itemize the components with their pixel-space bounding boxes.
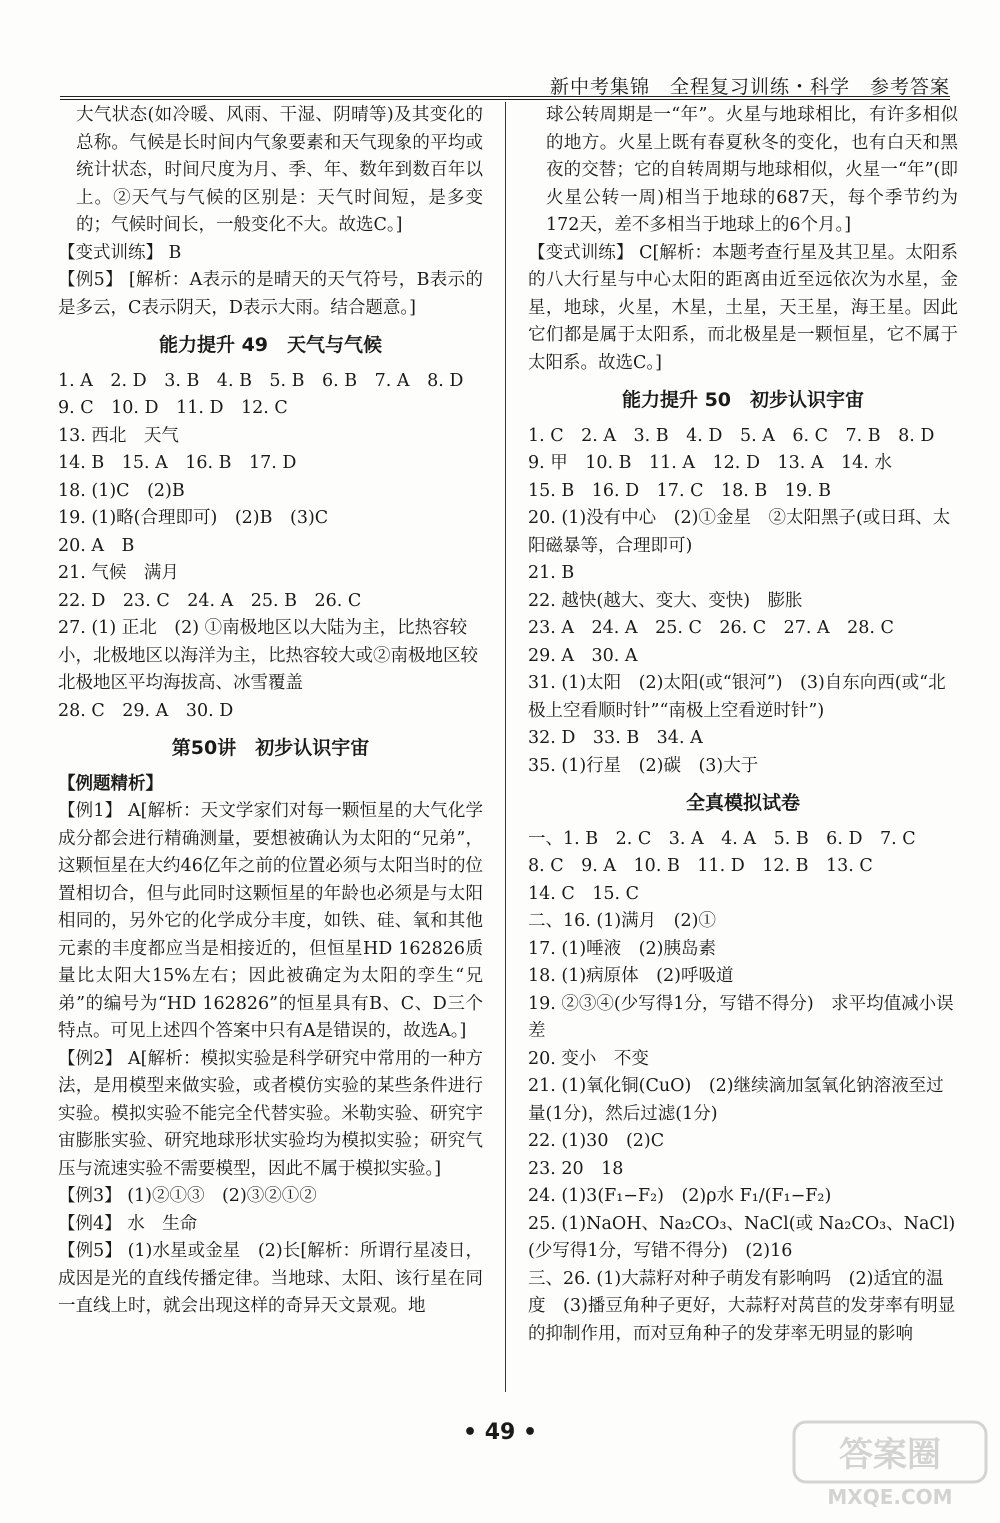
paragraph: 【例5】 [解析：A表示的是晴天的天气符号，B表示的是多云，C表示阴天，D表示大雨。结合题意。] — [58, 270, 483, 318]
example: 【例5】 (1)水星或金星 (2)长[解析：所谓行星凌日，成因是光的直线传播定律。当地球、太阳、该行星在同一直线上时，就会出现这样的奇异天文景观。地 — [58, 1241, 483, 1316]
section-heading: 能力提升 50 初步认识宇宙 — [621, 389, 865, 411]
answer-line: 二、16. (1)满月 (2)① — [528, 911, 716, 931]
example: 【例2】 A[解析：模拟实验是科学研究中常用的一种方法，是用模型来做实验，或者模仿实验的某些条件进行实验。模拟实验不能完全代替实验。米勒实验、研究宇宙膨胀实验、研究地球形状实验均为模拟实验；研究气压与流速实验不需要模型，因此不属于模拟实验。] — [58, 1048, 483, 1179]
example: 【例1】 A[解析：天文学家们对每一颗恒星的大气化学成分都会进行精确测量，要想被确认为太阳的“兄弟”，这颗恒星在大约46亿年之前的位置必须与太阳当时的位置相切合，但与此同时这颗恒星的年龄也必须是与太阳相同的，另外它的化学成分丰度，如铁、硅、氧和其他元素的丰度都应当是相接近的，但恒星HD 162826质量比太阳大15%左右；因此被确定为太阳的孪生“兄弟”的编号为“HD 162826”的恒星具有B、C、D三个特点。可见上述四个答案中只有A是错误的，故选A。] — [58, 801, 483, 1041]
paragraph: 【变式训练】 B — [58, 242, 182, 263]
paragraph: 球公转周期是一“年”。火星与地球相比，有许多相似的地方。火星上既有春夏秋冬的变化，也有白天和黑夜的交替；它的自转周期与地球相似，火星一“年”(即火星公转一周)相当于地球的687天，每个季节约为172天，差不多相当于地球上的6个月。] — [546, 105, 958, 235]
answer-line: 14. C 15. C — [528, 883, 640, 904]
answer-line: 22. (1)30 (2)C — [528, 1131, 665, 1151]
header-rule-2 — [60, 99, 950, 100]
header-rule — [60, 96, 950, 97]
left-column — [58, 102, 483, 1321]
answer-line: 9. 甲 10. B 11. A 12. D 13. A 14. 水 — [528, 453, 892, 473]
answer-line: 20. A B — [58, 535, 135, 556]
answer-line: 1. C 2. A 3. B 4. D 5. A 6. C 7. B 8. D — [528, 425, 935, 446]
answer-line: 17. (1)唾液 (2)胰岛素 — [528, 938, 716, 959]
answer-line: 21. 气候 满月 — [58, 563, 179, 583]
answer-line: 一、1. B 2. C 3. A 4. A 5. B 6. D 7. C — [528, 828, 916, 849]
answer-line: 21. (1)氧化铜(CuO) (2)继续滴加氢氧化钠溶液至过量(1分)，然后过滤(1分) — [528, 1076, 944, 1124]
watermark-logo — [790, 1418, 990, 1513]
answer-line: 三、26. (1)大蒜籽对种子萌发有影响吗 (2)适宜的温度 (3)播豆角种子更好，大蒜籽对莴苣的发芽率有明显的抑制作用，而对豆角种子的发芽率无明显的影响 — [528, 1268, 956, 1344]
answer-line: 25. (1)NaOH、Na₂CO₃、NaCl(或 Na₂CO₃、NaCl)(少写得1分，写错不得分) (2)16 — [528, 1213, 956, 1261]
subsection-label: 【例题精析】 — [58, 773, 163, 794]
answer-line: 15. B 16. D 17. C 18. B 19. B — [528, 480, 831, 501]
paragraph: 大气状态(如冷暖、风雨、干湿、阴晴等)及其变化的总称。气候是长时间内气象要素和天气现象的平均或统计状态，时间尺度为月、季、年、数年到数百年以上。②天气与气候的区别是：天气时间短，是多变的；气候时间长，一般变化不大。故选C。] — [76, 105, 483, 235]
answer-line: 19. (1)略(合理即可) (2)B (3)C — [58, 508, 329, 528]
example: 【例3】 (1)②①③ (2)③②①② — [58, 1186, 317, 1206]
answer-line: 20. (1)没有中心 (2)①金星 ②太阳黑子(或日珥、太阳磁暴等，合理即可) — [528, 508, 951, 556]
example: 【例4】 水 生命 — [58, 1213, 198, 1234]
answer-line: 8. C 9. A 10. B 11. D 12. B 13. C — [528, 856, 873, 876]
answer-line: 32. D 33. B 34. A — [528, 728, 703, 748]
answer-line: 22. D 23. C 24. A 25. B 26. C — [58, 590, 362, 611]
answer-line: 18. (1)病原体 (2)呼吸道 — [528, 966, 734, 986]
answer-line: 18. (1)C (2)B — [58, 480, 185, 501]
svg-text:MXQE.COM: MXQE.COM — [827, 1485, 953, 1509]
answer-line: 29. A 30. A — [528, 645, 638, 666]
column-divider — [505, 102, 506, 1392]
page-number: • 49 • — [462, 1420, 538, 1445]
answer-line: 23. A 24. A 25. C 26. C 27. A 28. C — [528, 618, 894, 638]
answer-line: 9. C 10. D 11. D 12. C — [58, 398, 288, 418]
answer-line: 14. B 15. A 16. B 17. D — [58, 453, 297, 473]
section-heading: 第50讲 初步认识宇宙 — [171, 737, 370, 759]
answer-line: 1. A 2. D 3. B 4. B 5. B 6. B 7. A 8. D — [58, 370, 464, 391]
answer-line: 28. C 29. A 30. D — [58, 700, 234, 721]
answer-line: 27. (1) 正北 (2) ①南极地区以大陆为主，比热容较小，北极地区以海洋为主，比热容较大或②南极地区较北极地区平均海拔高、冰雪覆盖 — [58, 618, 478, 693]
section-heading: 能力提升 49 天气与气候 — [158, 334, 383, 356]
answer-line: 21. B — [528, 563, 575, 583]
answer-line: 19. ②③④(少写得1分，写错不得分) 求平均值减小误差 — [528, 993, 954, 1041]
answer-line: 24. (1)3(F₁−F₂) (2)ρ水 F₁/(F₁−F₂) — [528, 1186, 832, 1206]
answer-line: 13. 西北 天气 — [58, 425, 179, 446]
answer-line: 20. 变小 不变 — [528, 1048, 649, 1069]
paragraph: 【变式训练】 C[解析：本题考查行星及其卫星。太阳系的八大行星与中心太阳的距离由近至远依次为水星，金星，地球，火星，木星，土星，天王星，海王星。因此它们都是属于太阳系，而北极星是一颗恒星，它不属于太阳系。故选C。] — [528, 242, 958, 373]
answer-line: 23. 20 18 — [528, 1158, 624, 1179]
answer-line: 35. (1)行星 (2)碳 (3)大于 — [528, 755, 759, 776]
svg-text:答案圈: 答案圈 — [839, 1435, 941, 1475]
page-header: 新中考集锦 全程复习训练・科学 参考答案 — [549, 76, 950, 98]
answer-line: 31. (1)太阳 (2)太阳(或“银河”) (3)自东向西(或“北极上空看顺时针”“南极上空看逆时针”) — [528, 673, 946, 721]
answer-line: 22. 越快(越大、变大、变快) 膨胀 — [528, 590, 803, 611]
right-column — [528, 102, 958, 1348]
section-heading: 全真模拟试卷 — [685, 792, 800, 814]
